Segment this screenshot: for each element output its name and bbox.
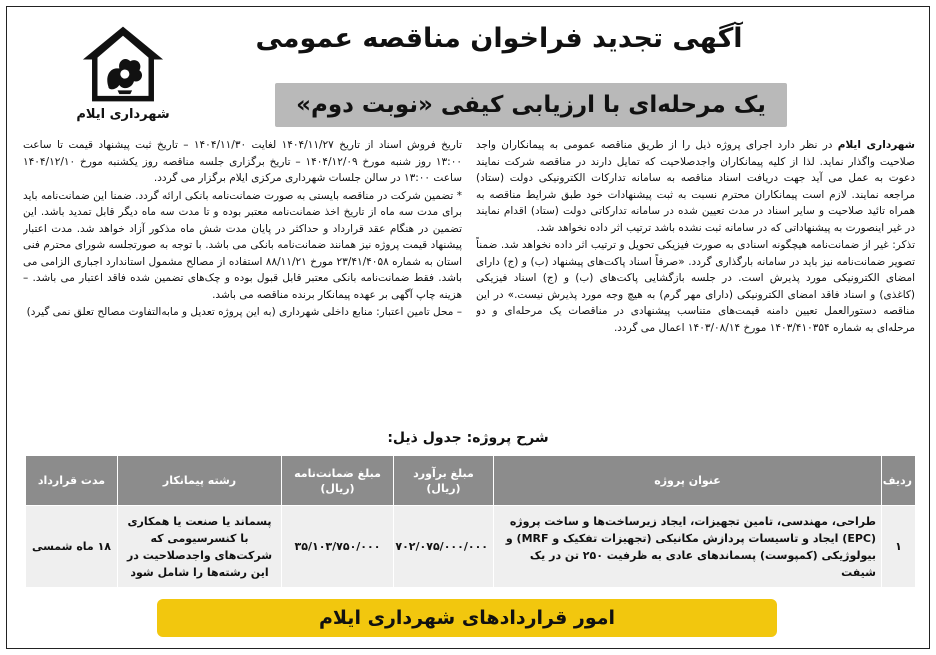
cell-contractor-field: پسماند یا صنعت یا همکاری با کنسرسیومی که شرکت‌های واجدصلاحیت در این رشته‌ها را شامل شود [118,506,282,588]
header-guarantee: مبلغ ضمانت‌نامه (ریال) [282,456,394,506]
header-contractor-field: رشته پیمانکار [118,456,282,506]
footer-text: امور قراردادهای شهرداری ایلام [318,607,616,629]
cell-row-no: ۱ [882,506,916,588]
left-column [23,137,462,429]
logo-block [67,23,179,131]
table-row [26,506,916,588]
cell-estimate: ۷۰۲/۰۷۵/۰۰۰/۰۰۰ [394,506,494,588]
paragraph-text: در نظر دارد اجرای پروژه ذیل را از طریق مناقصه عمومی به پیمانکاران واجد صلاحیت واگذار نماید. لذا از کلیه پیمانکاران واجدصلاحیت که تمایل دارند در مناقصه شرکت نمایند دعوت به عمل می آید جهت دریافت اسناد مناقصه به سامانه تدارکات الکترونیکی دولت (ستاد) مراجعه نمایند. لازم است پیمانکاران محترم نسبت به ثبت پیشنهادات خود طبق شرایط مناقصه به همراه تائید صلاحیت و سایر اسناد در مدت تعیین شده در سامانه تدارکاتی دولت (ستاد) اقدام نمایند در غیر اینصورت به پیشنهاداتی که در سامانه ثبت نشده باشد ترتیب اثر داده نخواهد شد. [476,139,915,234]
body-columns [23,137,915,429]
project-table [25,455,916,588]
cell-guarantee: ۳۵/۱۰۳/۷۵۰/۰۰۰ [282,506,394,588]
paragraph-text: * تضمین شرکت در مناقصه بایستی به صورت ضمانت‌نامه بانکی ارائه گردد. ضمنا این ضمانت‌نامه باید برای مدت سه ماه از تاریخ اخذ ضمانت‌نامه معتبر بوده و تا مدت سه ماه دیگر قابل تمدید باشد. این تضمین در هنگام عقد قرارداد و حداکثر در پایان مدت شش ماه مذکور آزاد خواهد شد. مدت اعتبار پیشنهاد قیمت پروژه نیز همانند ضمانت‌نامه بانکی می باشد. با توجه به صورتجلسه شورای محترم فنی استان به شماره ۲۳/۴۱/۴۰۵۸ مورخ ۸۸/۱۱/۲۱ استفاده از مصالح مشمول استاندارد اجباری الزامی می باشد. فقط ضمانت‌نامه بانکی معتبر قابل قبول بوده و چک‌های تضمین شده فاقد اعتبار می باشد. – هزینه چاپ آگهی بر عهده پیمانکار برنده مناقصه می باشد. [23,189,462,301]
paragraph-lead: شهرداری ایلام [837,139,915,151]
paragraph [23,304,462,321]
paragraph [476,237,915,336]
cell-duration: ۱۸ ماه شمسی [26,506,118,588]
logo-caption: شهرداری ایلام [76,107,170,122]
ilam-municipality-logo-icon [77,23,169,105]
paragraph [23,137,462,187]
subtitle-band [275,83,787,127]
header-duration: مدت قرارداد [26,456,118,506]
page-title: آگهی تجدید فراخوان مناقصه عمومی [255,23,743,54]
table-header-row [26,456,916,506]
page-subtitle: یک مرحله‌ای با ارزیابی کیفی «نوبت دوم» [296,92,766,118]
right-column [476,137,915,429]
header-estimate: مبلغ برآورد (ریال) [394,456,494,506]
paragraph-text: – محل تامین اعتبار: منابع داخلی شهرداری (به این پروژه تعدیل و مابه‌التفاوت مصالح تعلق نمی گیرد) [26,306,462,318]
paragraph [23,188,462,304]
paragraph-text: تاریخ فروش اسناد از تاریخ ۱۴۰۴/۱۱/۲۷ لغایت ۱۴۰۴/۱۱/۳۰ – تاریخ ثبت پیشنهاد قیمت تا ساعت ۱۳:۰۰ روز شنبه مورخ ۱۴۰۴/۱۲/۰۹ – تاریخ برگزاری جلسه مناقصه روز یکشنبه مورخ ۱۴۰۴/۱۲/۱۰ ساعت ۱۳:۰۰ در سالن جلسات شهرداری مرکزی ایلام برگزار می گردد. [23,139,462,184]
table-title: شرح پروژه: جدول ذیل: [387,430,549,446]
header-project-title: عنوان پروژه [494,456,882,506]
tender-advertisement [6,6,930,649]
cell-project-title: طراحی، مهندسی، تامین تجهیزات، ایجاد زیرساخت‌ها و ساخت پروژه (EPC) ایجاد و تاسیسات پردازش مکانیکی (تجهیزات تفکیک و MRF) و بیولوژیکی (کمپوست) پسماندهای عادی به ظرفیت ۲۵۰ تن در یک شیفت [494,506,882,588]
header-row-no: ردیف [882,456,916,506]
footer-band [157,599,777,637]
paragraph [476,137,915,236]
paragraph-text: تذکر: غیر از ضمانت‌نامه هیچگونه اسنادی به صورت فیزیکی تحویل و ترتیب اثر داده نخواهد شد. ضمناً تصویر ضمانت‌نامه نیز باید در سامانه بارگذاری گردد. «صرفاً اسناد پاکت‌های پیشنهاد (ب) و (ج) دارای امضای الکترونیکی مورد پذیرش است. در جلسه بازگشایی پاکت‌های (ب) و (ج) اسناد فیزیکی (کاغذی) و اسناد فاقد امضای الکترونیکی (دارای مهر گرم) به هیچ وجه مورد پذیرش نیست.» در این مناقصه دستورالعمل تعیین دامنه قیمت‌های متناسب پیشنهادی در مناقصات یک مرحله‌ای و دو مرحله‌ای به شماره ۱۴۰۳/۴۱۰۳۵۴ مورخ ۱۴۰۳/۰۸/۱۴ اعمال می گردد. [476,239,915,334]
